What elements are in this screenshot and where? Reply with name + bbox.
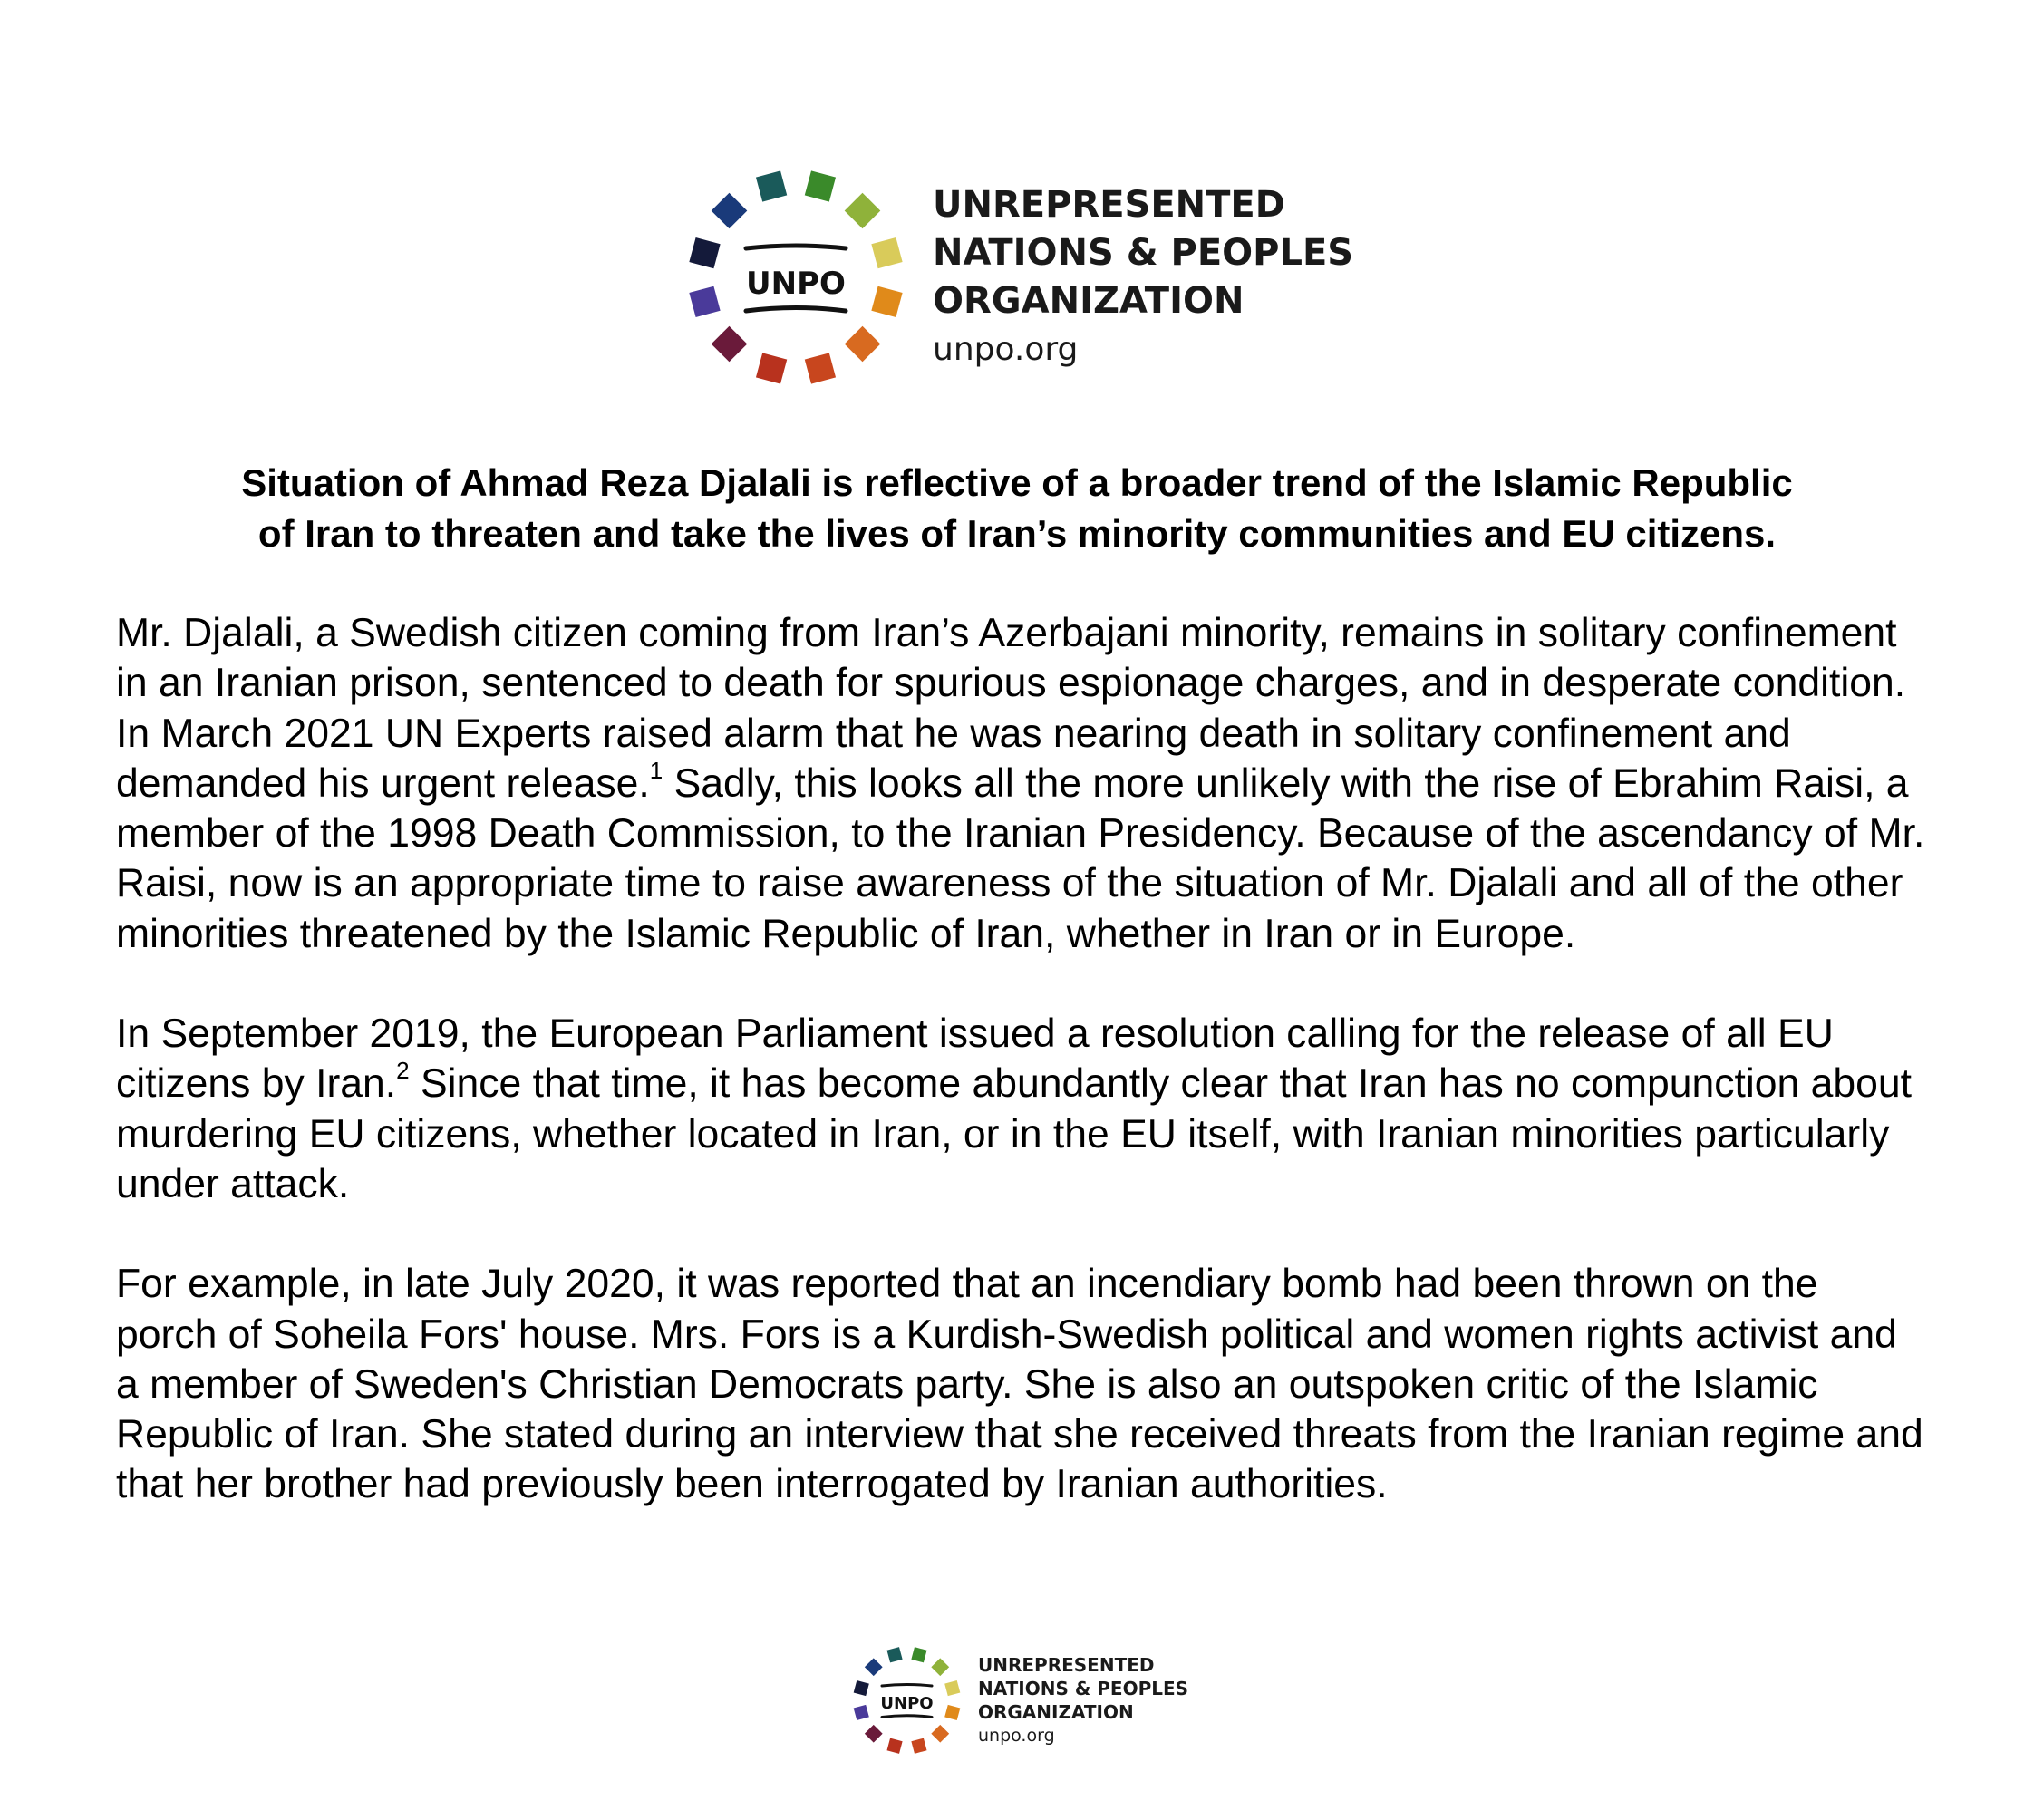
emblem-square — [845, 193, 881, 229]
headline-line-1: Situation of Ahmad Reza Djalali is reflective of a broader trend of the Islamic Republic — [241, 461, 1793, 504]
footer-logo-url: unpo.org — [978, 1726, 1055, 1746]
emblem-label-small: UNPO — [880, 1694, 934, 1713]
emblem-square — [931, 1658, 949, 1676]
emblem-square — [944, 1680, 960, 1696]
emblem-square — [689, 237, 720, 268]
emblem-square — [756, 170, 787, 201]
emblem-square — [931, 1725, 949, 1743]
emblem-square — [944, 1705, 960, 1720]
footnote-2-marker: 2 — [396, 1057, 410, 1085]
logo-line-3: ORGANIZATION — [933, 280, 1245, 322]
footer-logo-line-3: ORGANIZATION — [978, 1701, 1134, 1723]
emblem-square — [712, 193, 748, 229]
emblem-square — [865, 1725, 883, 1743]
headline — [100, 458, 1934, 559]
footer-logo-wordmark — [978, 1653, 1188, 1747]
footer-logo-line-2: NATIONS & PEOPLES — [978, 1678, 1189, 1699]
unpo-emblem-icon — [686, 161, 906, 393]
logo-line-1: UNREPRESENTED — [933, 184, 1285, 226]
paragraph-2-part-b: Since that time, it has become abundantly clear that Iran has no compunction about murdering EU citizens, whether located in Iran, or in the EU itself, with Iranian minorities particularly under attack. — [116, 1061, 1913, 1206]
logo-url: unpo.org — [933, 331, 1079, 368]
paragraph-2-part-a: In September 2019, the European Parliament issued a resolution calling for the release of all EU citizens by Iran. — [116, 1012, 1834, 1107]
logo-line-2: NATIONS & PEOPLES — [933, 232, 1354, 274]
emblem-square — [854, 1680, 869, 1696]
emblem-square — [854, 1705, 869, 1720]
header-logo — [686, 161, 1353, 393]
article-body — [116, 608, 1929, 1560]
emblem-square — [805, 170, 836, 201]
paragraph-3: For example, in late July 2020, it was reported that an incendiary bomb had been thrown on the porch of Soheila Fors' house. Mrs. Fors is a Kurdish-Swedish political and women rights activist and a member of Sweden's Christian Democrats party. She is also an outspoken critic of the Islamic Republic of Iran. She stated during an interview that she received threats from the Iranian regime and that her brother had previously been interrogated by Iranian authorities. — [116, 1262, 1923, 1507]
paragraph-1 — [116, 608, 1929, 959]
logo-wordmark — [933, 181, 1353, 373]
emblem-square — [712, 326, 748, 363]
paragraph-2 — [116, 1009, 1929, 1209]
emblem-square — [886, 1738, 902, 1754]
footnote-1-marker: 1 — [649, 756, 663, 784]
emblem-square — [865, 1658, 883, 1676]
unpo-emblem-small-icon — [852, 1642, 962, 1758]
headline-line-2: of Iran to threaten and take the lives of Iran’s minority communities and EU citizens. — [257, 512, 1777, 555]
emblem-square — [911, 1738, 926, 1754]
emblem-square — [756, 353, 787, 383]
emblem-square — [805, 353, 836, 383]
paragraph-1-part-b: Sadly, this looks all the more unlikely with the rise of Ebrahim Raisi, a member of the 1998 Death Commission, to the Iranian Presidency. Because of the ascendancy of Mr. Raisi, now is an appropriate time to raise awareness of the situation of Mr. Djalali and all of the other minorities threatened by the Islamic Republic of Iran, whether in Iran or in Europe. — [116, 760, 1925, 956]
paragraph-1-part-a: Mr. Djalali, a Swedish citizen coming from Iran’s Azerbajani minority, remains in solitary confinement in an Iranian prison, sentenced to death for spurious espionage charges, and in desperate condition. In March 2021 UN Experts raised alarm that he was nearing death in solitary confinement and demanded his urgent release. — [116, 611, 1906, 806]
emblem-square — [871, 286, 902, 317]
emblem-square — [911, 1647, 926, 1662]
footer-logo — [852, 1642, 1188, 1758]
emblem-label: UNPO — [746, 266, 846, 302]
emblem-square — [871, 237, 902, 268]
emblem-square — [886, 1647, 902, 1662]
footer-logo-line-1: UNREPRESENTED — [978, 1654, 1155, 1676]
emblem-square — [845, 326, 881, 363]
emblem-square — [689, 286, 720, 317]
